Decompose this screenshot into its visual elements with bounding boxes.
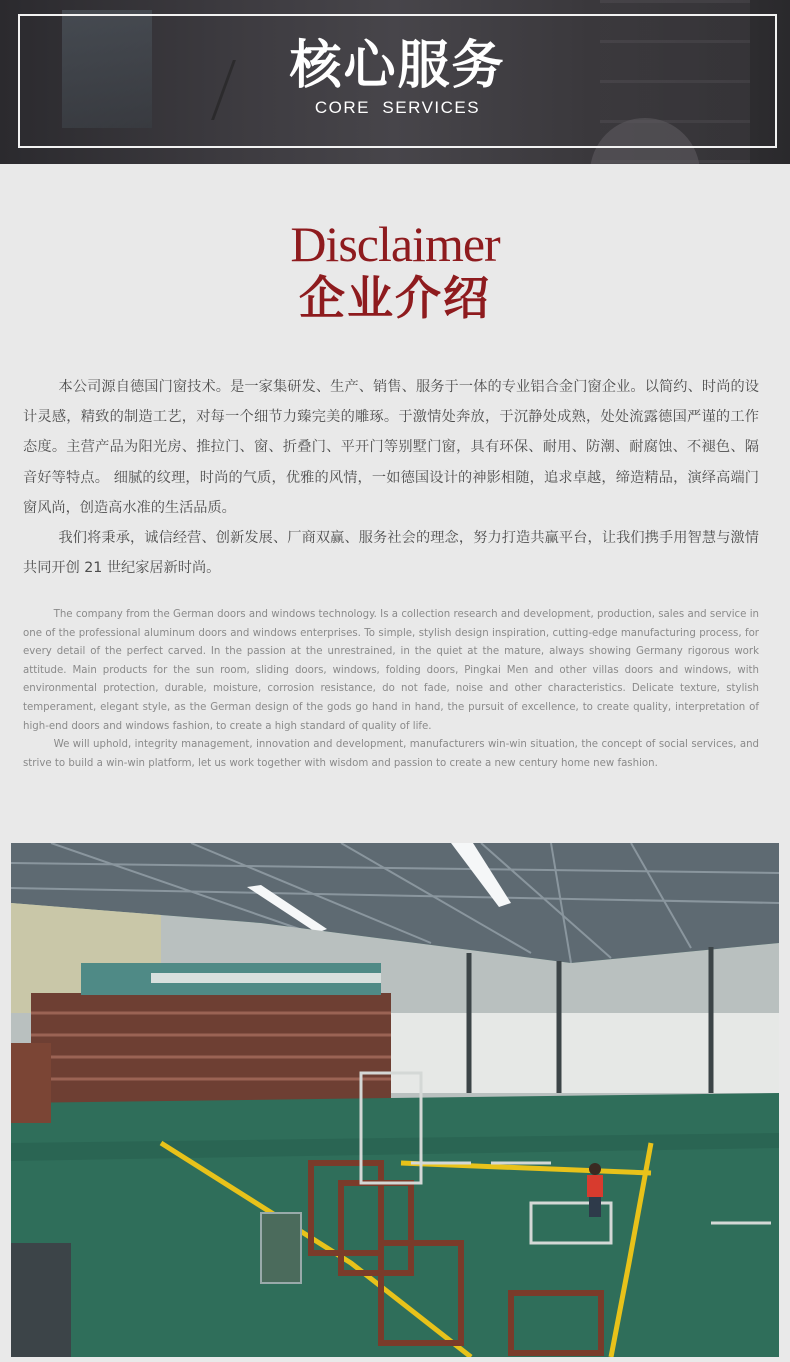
section-heading-chinese: 企业介绍 (299, 271, 491, 325)
factory-workshop-illustration (11, 843, 779, 1357)
banner-subtitle: CORE SERVICES (314, 98, 481, 117)
banner-frame (18, 14, 777, 148)
intro-en-paragraph-2: We will uphold, integrity management, innovation and development, manufacturers win-win situation, the concept of social services, and strive to build a win-win platform, let us work together with wisdom and passion to create a new century home new fashion. (23, 739, 759, 769)
intro-zh-paragraph-2: 我们将秉承，诚信经营、创新发展、厂商双赢、服务社会的理念，努力打造共赢平台，让我们携手用智慧与激情共同开创 21 世纪家居新时尚。 (23, 530, 759, 577)
intro-zh-paragraph-1: 本公司源自德国门窗技术。是一家集研发、生产、销售、服务于一体的专业铝合金门窗企业。以简约、时尚的设计灵感，精致的制造工艺，对每一个细节力臻完美的雕琢。于激情处奔放，于沉静处成熟，处处流露德国严谨的工作态度。主营产品为阳光房、推拉门、窗、折叠门、平开门等别墅门窗，具有环保、耐用、防潮、耐腐蚀、不褪色、隔音好等特点。 细腻的纹理，时尚的气质，优雅的风情，一如德国设计的神影相随，追求卓越，缔造精品，演绎高端门窗风尚，创造高水准的生活品质。 (23, 379, 759, 516)
factory-workshop-photo (11, 843, 779, 1357)
section-heading-english: Disclaimer (290, 216, 500, 272)
company-intro-chinese (23, 372, 759, 583)
banner-title: 核心服务 (289, 36, 506, 96)
intro-en-paragraph-1: The company from the German doors and windows technology. Is a collection research and development, production, sales and service in one of the professional aluminum doors and windows enterprises. To simple, stylish design inspiration, cutting-edge manufacturing process, for every detail of the perfect carved. In the passion at the unrestrained, in the quiet at the mature, always showing Germany rigorous work attitude. Main products for the sun room, sliding doors, windows, folding doors, Pingkai Men and other villas doors and windows, with environmental protection, durable, moisture, corrosion resistance, do not fade, noise and other characteristics. Delicate texture, stylish temperament, elegant style, as the German design of the gods go hand in hand, the pursuit of excellence, to create quality, interpretation of high-end doors and windows fashion, to create a high standard of quality of life. (23, 609, 759, 732)
company-intro-english (23, 606, 759, 773)
core-services-banner (0, 0, 790, 164)
